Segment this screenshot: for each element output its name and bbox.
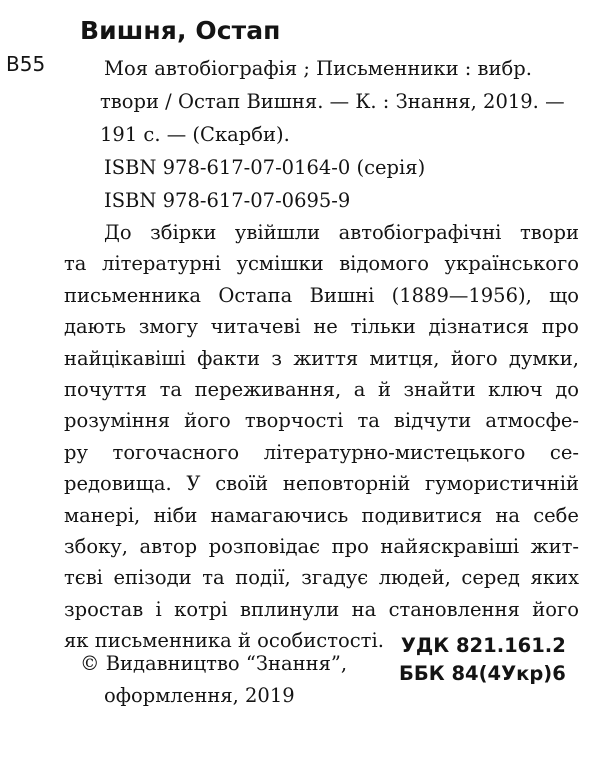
bbk-code: ББК 84(4Укр)6	[399, 662, 566, 685]
annotation-word: жит-	[530, 535, 579, 559]
annotation-word: зростав	[64, 597, 144, 621]
annotation-line	[64, 311, 579, 342]
annotation-word: дають	[64, 315, 127, 339]
annotation-word: митця,	[369, 346, 440, 370]
annotation-word: про	[331, 535, 369, 559]
annotation-word: яких	[530, 566, 579, 590]
annotation-word: його	[184, 409, 231, 433]
annotation-line	[64, 500, 579, 531]
annotation-line	[64, 594, 579, 625]
annotation-word: тєві	[64, 566, 103, 590]
annotation-word: редовища.	[64, 472, 172, 496]
annotation-word: тільки	[350, 315, 416, 339]
annotation-word: ру	[64, 440, 88, 464]
annotation-word: до	[555, 378, 579, 402]
annotation-word: його	[532, 597, 579, 621]
annotation-line	[64, 248, 579, 279]
annotation-word: себе	[533, 503, 579, 527]
annotation-word: найцікавіші	[64, 346, 186, 370]
annotation-word: До	[104, 221, 132, 244]
annotation-word: епізоди	[113, 566, 192, 590]
annotation-word: творчості	[244, 409, 344, 433]
annotation-word: на	[495, 503, 521, 527]
annotation-word: і	[155, 597, 162, 621]
annotation-word: факти	[197, 346, 261, 370]
annotation-word: неповторній	[282, 472, 411, 496]
classification-codes	[399, 632, 566, 688]
annotation-word: усмішки	[236, 252, 324, 276]
annotation-word: та	[357, 409, 380, 433]
author-heading: Вишня, Остап	[80, 16, 281, 45]
annotation-line	[64, 217, 579, 248]
isbn-book: ISBN 978-617-07-0695-9	[104, 189, 351, 212]
annotation-word: з	[271, 346, 282, 370]
annotation-word: та	[202, 566, 225, 590]
annotation-word: події,	[235, 566, 291, 590]
biblio-line: 191 с. — (Скарби).	[100, 123, 290, 146]
annotation-word: згадує	[301, 566, 369, 590]
annotation-word: людей,	[378, 566, 451, 590]
annotation-word: своїй	[215, 472, 269, 496]
annotation-line	[64, 374, 579, 405]
annotation-word: письменника	[64, 283, 202, 307]
annotation-word: не	[313, 315, 338, 339]
bibliographic-description	[100, 52, 594, 217]
copyright-line: © Видавництво “Знання”,	[80, 652, 348, 675]
annotation-word: У	[186, 472, 201, 496]
annotation-word: подивитися	[361, 503, 483, 527]
annotation-word: письменника	[94, 629, 238, 653]
annotation-word: що	[549, 283, 579, 307]
annotation-word: на	[351, 597, 377, 621]
annotation-word: та	[159, 378, 182, 402]
annotation-word: намагаючись	[210, 503, 349, 527]
annotation-word: й	[377, 378, 391, 402]
annotation-word: особистості.	[257, 629, 384, 653]
annotation-word: твори	[519, 221, 579, 244]
annotation-word: літературно-мистецького	[263, 440, 526, 464]
annotation-word: манері,	[64, 503, 141, 527]
annotation-word: автор	[139, 535, 198, 559]
udc-code: УДК 821.161.2	[400, 634, 566, 657]
annotation-word: автобіографічні	[338, 221, 502, 244]
annotation-word: увійшли	[234, 221, 321, 244]
annotation-word: знайти	[403, 378, 476, 402]
isbn-series: ISBN 978-617-07-0164-0 (серія)	[104, 156, 426, 179]
annotation-word: збірки	[150, 221, 217, 244]
annotation-line	[64, 343, 579, 374]
annotation-word: вплинули	[239, 597, 340, 621]
copyright-notice	[80, 648, 347, 712]
annotation-word: атмосфе-	[485, 409, 579, 433]
annotation-word: його	[450, 346, 498, 370]
annotation-line	[64, 280, 579, 311]
annotation-word: змогу	[138, 315, 198, 339]
annotation-word: тогочасного	[112, 440, 240, 464]
biblio-line: Моя автобіографія ; Письменники : вибр.	[104, 57, 532, 80]
annotation-word: серед	[461, 566, 520, 590]
annotation-word: збоку,	[64, 535, 128, 559]
annotation-word: розповідає	[208, 535, 321, 559]
annotation-line	[64, 531, 579, 562]
copyright-line: оформлення, 2019	[104, 684, 295, 707]
annotation-word: читачеві	[210, 315, 301, 339]
annotation-word: (1889—1956),	[391, 283, 532, 307]
annotation-word: й	[237, 629, 258, 653]
annotation-word: літературні	[101, 252, 221, 276]
annotation-line	[64, 562, 579, 593]
annotation-word: дізнатися	[428, 315, 529, 339]
annotation-word: переживання,	[194, 378, 342, 402]
annotation-word: ключ	[488, 378, 543, 402]
annotation-word: життя	[293, 346, 359, 370]
annotation	[64, 217, 579, 657]
annotation-word: котрі	[174, 597, 228, 621]
annotation-line	[64, 405, 579, 436]
annotation-word: думки,	[508, 346, 579, 370]
annotation-word: відчути	[393, 409, 472, 433]
annotation-word: се-	[549, 440, 579, 464]
annotation-line	[64, 437, 579, 468]
annotation-word: як	[64, 629, 95, 653]
annotation-word: почуття	[64, 378, 147, 402]
annotation-word: становлення	[388, 597, 520, 621]
annotation-line	[64, 468, 579, 499]
annotation-word: українського	[444, 252, 579, 276]
annotation-word: та	[64, 252, 87, 276]
annotation-word: відомого	[339, 252, 430, 276]
annotation-word: ніби	[153, 503, 198, 527]
annotation-word: розуміння	[64, 409, 171, 433]
annotation-word: про	[541, 315, 579, 339]
annotation-word: Остапа	[218, 283, 293, 307]
annotation-word: а	[353, 378, 366, 402]
biblio-line: твори / Остап Вишня. — К. : Знання, 2019. —	[100, 90, 565, 113]
annotation-word: найяскравіші	[380, 535, 520, 559]
annotation-word: Вишні	[309, 283, 375, 307]
annotation-word: гумористичній	[425, 472, 579, 496]
author-sign: В55	[6, 52, 46, 76]
